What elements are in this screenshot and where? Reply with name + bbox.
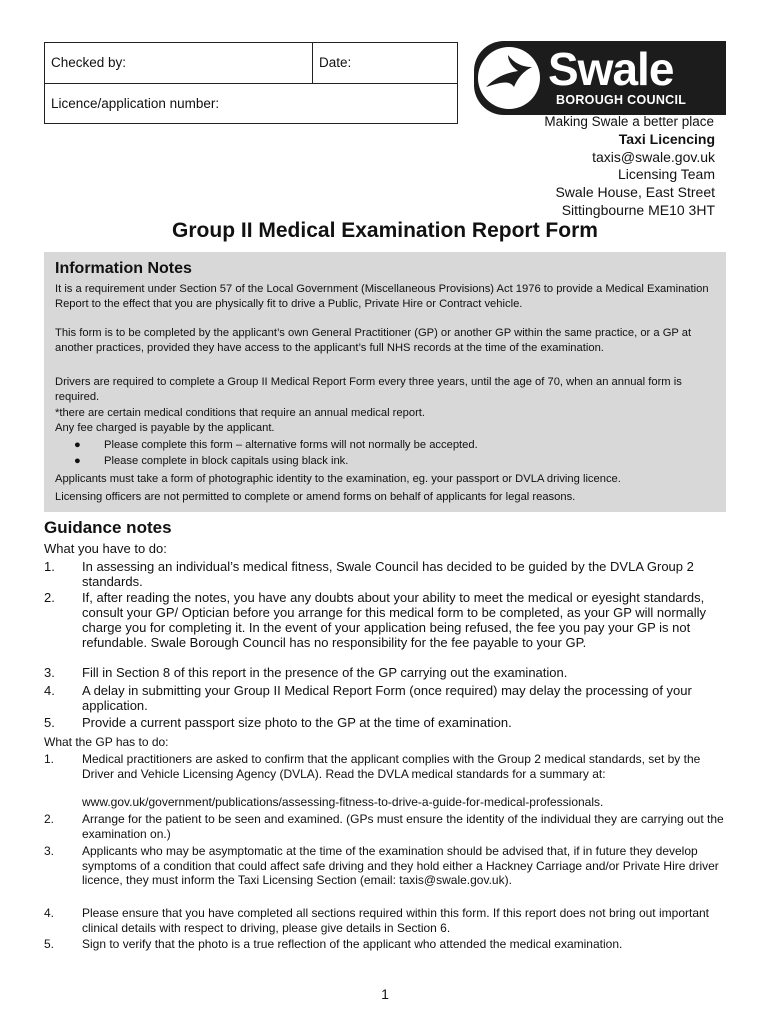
info-paragraph-7: Licensing officers are not permitted to complete or amend forms on behalf of applicants for legal reasons. — [55, 491, 576, 503]
list-item: If, after reading the notes, you have any doubts about your ability to meet the medical or eyesight standards, consult your GP/ Optician before you arrange for this medical form to be completed, as your GP will normally charge you for completing it. In the event of your application being refused, the fee you pay your GP is not refundable. Swale Borough Council has no responsibility for the fee payable to your GP. — [82, 590, 707, 650]
list-number: 3. — [44, 844, 55, 858]
list-item: Medical practitioners are asked to confirm that the applicant complies with the Group 2 medical standards, set by the Driver and Vehicle Licensing Agency (DVLA). Read the DVLA medical standards for a summary at: — [82, 752, 701, 781]
list-number: 4. — [44, 906, 55, 920]
information-notes-heading: Information Notes — [55, 260, 192, 277]
list-item: Sign to verify that the photo is a true reflection of the applicant who attended the medical examination. — [82, 937, 623, 951]
guidance-heading: Guidance notes — [44, 518, 172, 537]
date-field[interactable]: Date: — [319, 55, 352, 70]
list-number: 1. — [44, 559, 55, 574]
info-paragraph-6: Applicants must take a form of photographic identity to the examination, eg. your passport or DVLA driving licence. — [55, 473, 621, 485]
list-number: 2. — [44, 812, 55, 826]
swallow-icon — [478, 47, 540, 109]
list-number: 5. — [44, 937, 55, 951]
info-bullet-2: Please complete in block capitals using black ink. — [104, 455, 349, 467]
page-number: 1 — [381, 986, 389, 1002]
list-number: 5. — [44, 715, 55, 730]
office-use-row — [45, 43, 457, 84]
checked-by-field[interactable]: Checked by: — [45, 43, 313, 83]
address-line-5: Sittingbourne ME10 3HT — [561, 202, 715, 218]
info-bullet-1: Please complete this form – alternative forms will not normally be accepted. — [104, 439, 478, 451]
info-paragraph-2: This form is to be completed by the applicant’s own General Practitioner (GP) or another GP within the same practice, or a GP at another practices, provided they have access to the applicant’s full NHS records at the time of the examination. — [55, 327, 692, 354]
swale-logo — [474, 41, 726, 115]
gp-subheading: What the GP has to do: — [44, 735, 169, 749]
info-paragraph-1: It is a requirement under Section 57 of the Local Government (Miscellaneous Provisions) Act 1976 to provide a Medical Examination Report to the effect that you are physically fit to drive a Public, Private Hire or Contract vehicle. — [55, 283, 709, 310]
address-line-4: Swale House, East Street — [555, 184, 715, 200]
page-title: Group II Medical Examination Report Form — [172, 219, 598, 242]
bullet-icon: ● — [74, 455, 81, 467]
logo-wordmark: Swale — [548, 43, 674, 95]
list-item: Please ensure that you have completed all sections required within this form. If this report does not bring out important clinical details with respect to driving, please give details in Section 6. — [82, 906, 709, 935]
address-line-3: Licensing Team — [617, 166, 715, 182]
logo-subtitle: BOROUGH COUNCIL — [556, 93, 687, 107]
list-number: 1. — [44, 752, 55, 766]
logo-tagline: Making Swale a better place — [544, 114, 714, 129]
licence-number-field[interactable]: Licence/application number: — [51, 96, 220, 111]
info-paragraph-4: *there are certain medical conditions that require an annual medical report. — [55, 407, 426, 419]
address-line-1: Taxi Licencing — [618, 131, 715, 147]
bullet-icon: ● — [74, 439, 81, 451]
info-paragraph-5: Any fee charged is payable by the applicant. — [55, 422, 275, 434]
list-number: 3. — [44, 665, 55, 680]
list-item: Applicants who may be asymptomatic at the time of the examination should be advised that, if in future they develop symptoms of a condition that could affect safe driving and they hold either a Hackney Carriage and/or Private Hire driver licence, they must inform the Taxi Licensing Section (email: taxis@swale.gov.uk). — [82, 844, 719, 887]
you-subheading: What you have to do: — [44, 541, 167, 556]
list-item: Fill in Section 8 of this report in the presence of the GP carrying out the examination. — [82, 665, 568, 680]
list-number: 4. — [44, 683, 55, 698]
info-paragraph-3: Drivers are required to complete a Group II Medical Report Form every three years, until the age of 70, when an annual form is required. — [55, 376, 682, 403]
list-item: In assessing an individual’s medical fitness, Swale Council has decided to be guided by the DVLA Group 2 standards. — [82, 559, 694, 589]
list-item: Arrange for the patient to be seen and examined. (GPs must ensure the identity of the individual they are carrying out the examination on.) — [82, 812, 724, 841]
information-notes-panel — [44, 252, 726, 512]
list-item: A delay in submitting your Group II Medical Report Form (once required) may delay the processing of your application. — [82, 683, 692, 713]
list-number: 2. — [44, 590, 55, 605]
dvla-link[interactable]: www.gov.uk/government/publications/assessing-fitness-to-drive-a-guide-for-medical-professionals. — [82, 795, 604, 809]
address-email: taxis@swale.gov.uk — [592, 149, 715, 165]
list-item: Provide a current passport size photo to the GP at the time of examination. — [82, 715, 512, 730]
office-use-table — [44, 42, 458, 124]
